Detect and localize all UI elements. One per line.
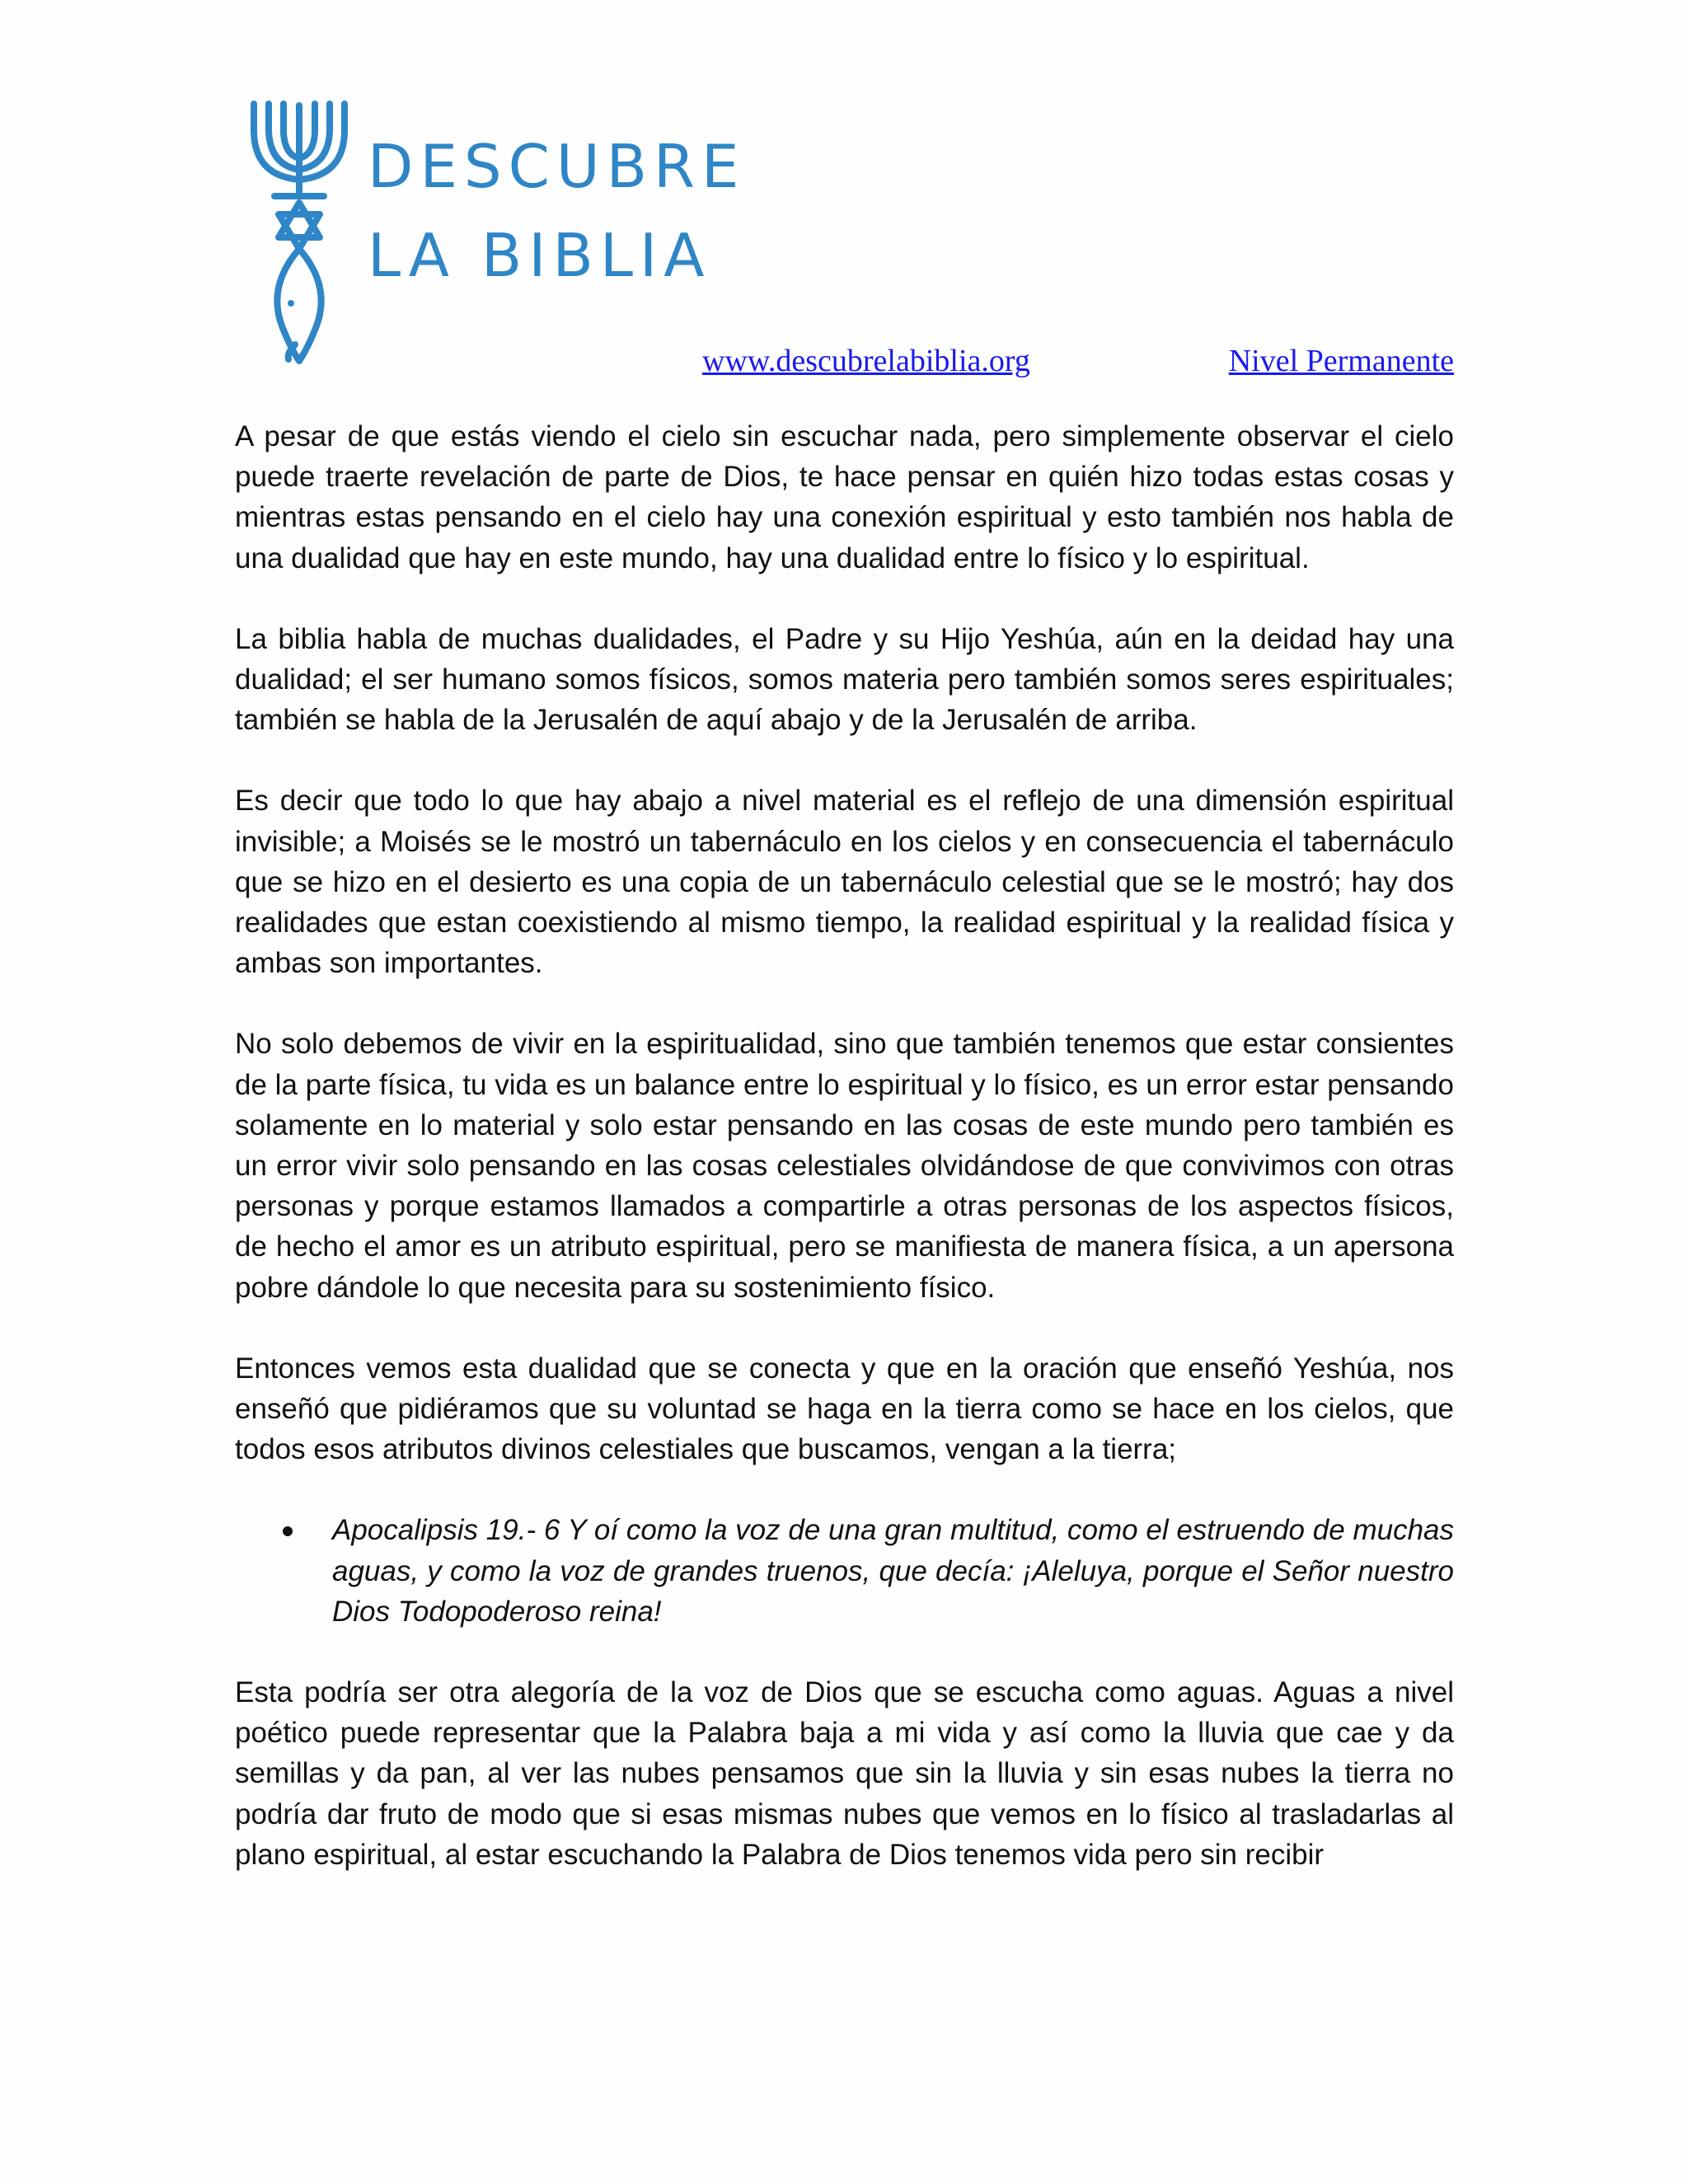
paragraph: A pesar de que estás viendo el cielo sin escuchar nada, pero simplemente observar el cielo puede traerte revelación de parte de Dios, te hace pensar en quién hizo todas estas cosas y mientras estas pensando en el cielo hay una conexión espiritual y esto también nos habla de una dualidad que hay en este mundo, hay una dualidad entre lo físico y lo espiritual. [235,420,1454,574]
bullet-icon [283,1526,293,1536]
paragraph: No solo debemos de vivir en la espiritualidad, sino que también tenemos que estar consientes de la parte física, tu vida es un balance entre lo espiritual y lo físico, es un error estar pensando solamente en lo material y solo estar pensando en las cosas de este mundo pero también es un error vivir solo pensando en las cosas celestiales olvidándose de que convivimos con otras personas y porque estamos llamados a compartirle a otras personas de los aspectos físicos, de hecho el amor es un atributo espiritual, pero se manifiesta de manera física, a un apersona pobre dándole lo que necesita para su sostenimiento físico. [235,1028,1454,1304]
logo-text [368,122,746,300]
header-links [702,343,1454,384]
logo-line-2: LA BIBLIA [368,221,711,290]
website-link[interactable]: www.descubrelabiblia.org [702,344,1030,378]
logo [246,97,746,369]
paragraph: Entonces vemos esta dualidad que se conecta y que en la oración que enseñó Yeshúa, nos enseñó que pidiéramos que su voluntad se haga en la tierra como se hace en los cielos, que todos esos atributos divinos celestiales que buscamos, vengan a la tierra; [235,1352,1454,1466]
document-body [235,416,1454,1915]
quote-list [235,1510,1454,1632]
scripture-quote: Apocalipsis 19.- 6 Y oí como la voz de una gran multitud, como el estruendo de muchas aguas, y como la voz de grandes truenos, que decía: ¡Aleluya, porque el Señor nuestro Dios Todopoderoso reina! [332,1514,1454,1628]
level-link[interactable]: Nivel Permanente [1228,344,1454,378]
paragraph: Es decir que todo lo que hay abajo a nivel material es el reflejo de una dimensión espiritual invisible; a Moisés se le mostró un tabernáculo en los cielos y en consecuencia el tabernáculo que se hizo en el desierto es una copia de un tabernáculo celestial que se le mostró; hay dos realidades que estan coexistiendo al mismo tiempo, la realidad espiritual y la realidad física y ambas son importantes. [235,785,1454,980]
paragraph: La biblia habla de muchas dualidades, el Padre y su Hijo Yeshúa, aún en la deidad hay una dualidad; el ser humano somos físicos, somos materia pero también somos seres espirituales; también se habla de la Jerusalén de aquí abajo y de la Jerusalén de arriba. [235,622,1454,737]
logo-line-1: DESCUBRE [368,132,746,201]
messianic-seal-icon [246,97,353,369]
paragraph: Esta podría ser otra alegoría de la voz de Dios que se escucha como aguas. Aguas a nivel poético puede representar que la Palabra baja a mi vida y así como la lluvia que cae y da semillas y da pan, al ver las nubes pensamos que sin la lluvia y sin esas nubes la tierra no podría dar fruto de modo que si esas mismas nubes que vemos en lo físico al trasladarlas al plano espiritual, al estar escuchando la Palabra de Dios tenemos vida pero sin recibir [235,1676,1454,1871]
list-item [235,1510,1454,1632]
